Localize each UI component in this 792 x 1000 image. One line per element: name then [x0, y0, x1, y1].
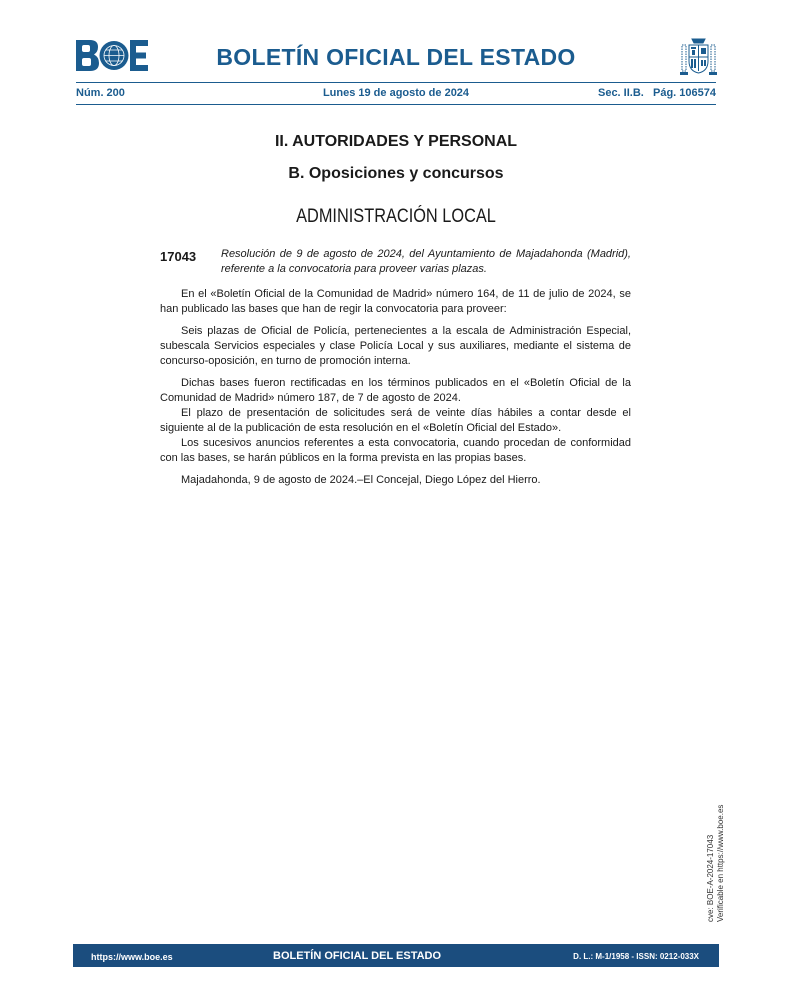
- boe-logo: [76, 40, 148, 71]
- paragraph: En el «Boletín Oficial de la Comunidad de Madrid» número 164, de 11 de julio de 2024, se han publicado las bases que han de regir la convocatoria para proveer:: [160, 288, 631, 315]
- section-subheading: B. Oposiciones y concursos: [288, 165, 504, 182]
- coat-of-arms-icon: [680, 37, 717, 76]
- cve-code: cve: BOE-A-2024-17043: [706, 834, 715, 922]
- footer-bar: [73, 944, 719, 967]
- footer-legal: D. L.: M-1/1958 - ISSN: 0212-033X: [573, 952, 699, 961]
- signature-line: Majadahonda, 9 de agosto de 2024.–El Concejal, Diego López del Hierro.: [181, 474, 541, 486]
- section-heading: II. AUTORIDADES Y PERSONAL: [274, 133, 518, 150]
- paragraph: Dichas bases fueron rectificadas en los términos publicados en el «Boletín Oficial de la Comunidad de Madrid» número 187, de 7 de agosto de 2024.: [160, 377, 631, 404]
- issue-date: Lunes 19 de agosto de 2024: [322, 87, 470, 99]
- issue-number: Núm. 200: [76, 87, 125, 99]
- paragraph: El plazo de presentación de solicitudes será de veinte días hábiles a contar desde el siguiente al de la publicación de esta resolución en el «Boletín Oficial del Estado».: [160, 407, 631, 434]
- verification-side-text: [706, 805, 726, 922]
- paragraph: Seis plazas de Oficial de Policía, pertenecientes a la escala de Administración Especial, subescala Servicios especiales y clase Policía Local y sus auxiliares, mediante el sistema de concurso-oposición, en turno de promoción interna.: [160, 325, 631, 367]
- paragraph: Los sucesivos anuncios referentes a esta convocatoria, cuando procedan de conformidad con las bases, se harán públicos en la forma prevista en las propias bases.: [160, 437, 631, 464]
- entry-title: Resolución de 9 de agosto de 2024, del Ayuntamiento de Majadahonda (Madrid), referente a la convocatoria para proveer varias plazas.: [221, 248, 631, 275]
- document-body: [160, 287, 631, 488]
- entry-number: 17043: [160, 249, 197, 264]
- header-rule-top: [76, 82, 716, 83]
- category-heading: ADMINISTRACIÓN LOCAL: [296, 206, 496, 227]
- verify-link[interactable]: Verificable en https://www.boe.es: [716, 804, 725, 922]
- section-page: Sec. II.B. Pág. 106574: [597, 87, 716, 99]
- bulletin-title: BOLETÍN OFICIAL DEL ESTADO: [216, 44, 576, 70]
- footer-title: BOLETÍN OFICIAL DEL ESTADO: [273, 950, 442, 962]
- header-rule-bottom: [76, 104, 716, 105]
- footer-url-link[interactable]: https://www.boe.es: [91, 952, 173, 962]
